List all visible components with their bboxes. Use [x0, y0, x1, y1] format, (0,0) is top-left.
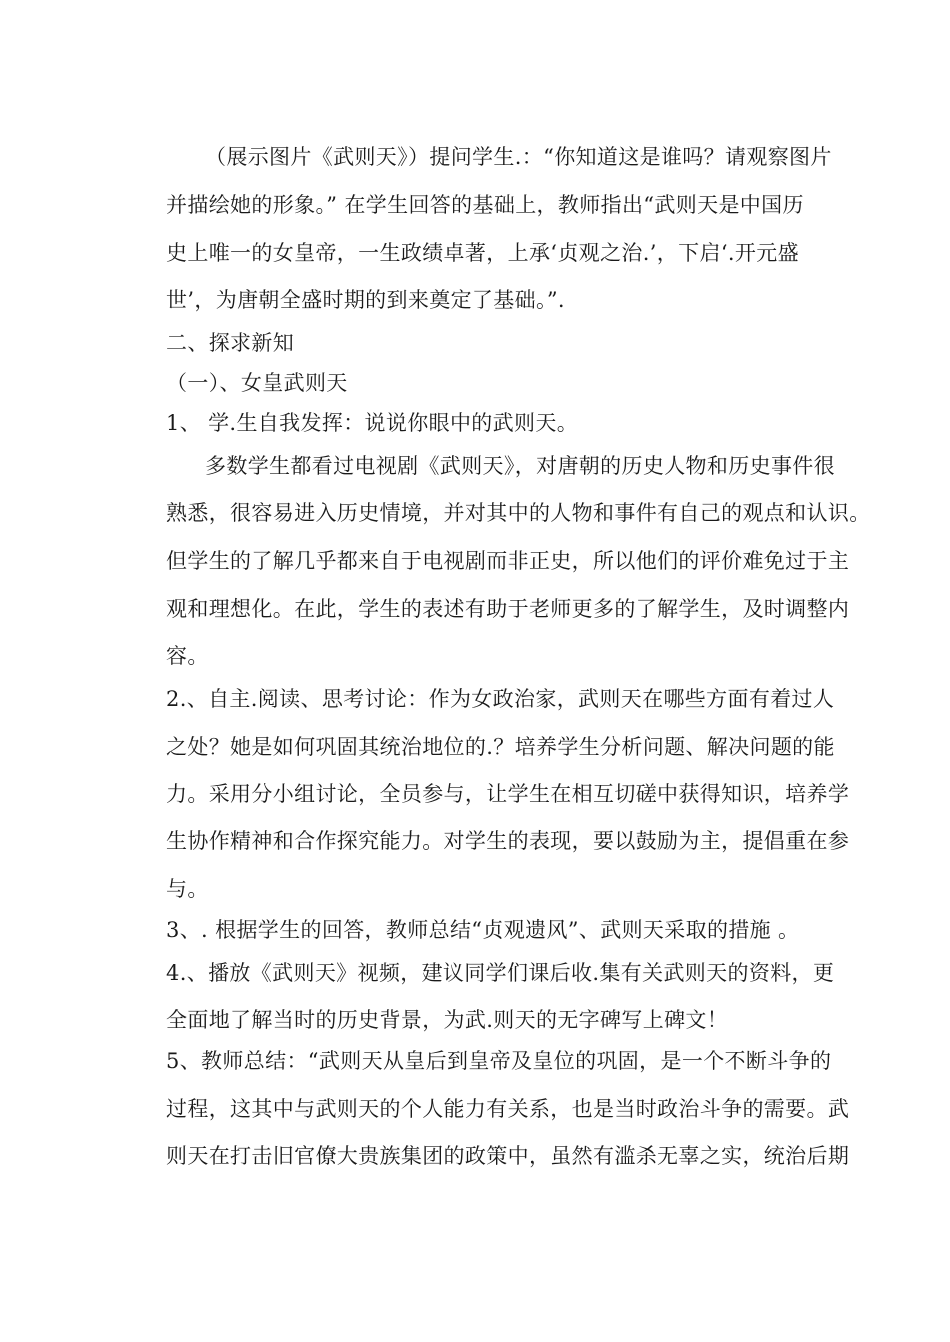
paragraph-intro-line-4: 世’，为唐朝全盛时期的到来奠定了基础。”.: [166, 288, 565, 312]
item-2-line-4: 生协作精神和合作探究能力。对学生的表现，要以鼓励为主，提倡重在参: [166, 829, 850, 853]
paragraph-students-line-1: 多数学生都看过电视剧《武则天》，对唐朝的历史人物和历史事件很: [205, 454, 835, 478]
item-3: 3、. 根据学生的回答，教师总结“贞观遗风”、武则天采取的措施 。: [166, 918, 800, 942]
item-2-line-3: 力。采用分小组讨论，全员参与，让学生在相互切磋中获得知识，培养学: [166, 782, 850, 806]
paragraph-students-line-3: 但学生的了解几乎都来自于电视剧而非正史，所以他们的评价难免过于主: [166, 549, 850, 573]
item-5-line-2: 过程，这其中与武则天的个人能力有关系，也是当时政治斗争的需要。武: [166, 1097, 850, 1121]
section-heading: 二、探求新知: [166, 331, 295, 355]
item-2-line-1: 2.、自主.阅读、思考讨论：作为女政治家，武则天在哪些方面有着过人: [166, 687, 835, 711]
item-2-line-2: 之处？她是如何巩固其统治地位的.？培养学生分析问题、解决问题的能: [166, 735, 835, 759]
item-5-line-3: 则天在打击旧官僚大贵族集团的政策中，虽然有滥杀无辜之实，统治后期: [166, 1144, 850, 1168]
paragraph-students-line-4: 观和理想化。在此，学生的表述有助于老师更多的了解学生，及时调整内: [166, 597, 850, 621]
paragraph-intro-line-2: 并描绘她的形象。” 在学生回答的基础上，教师指出“武则天是中国历: [166, 193, 804, 217]
paragraph-students-line-2: 熟悉，很容易进入历史情境，并对其中的人物和事件有自己的观点和认识。: [166, 501, 871, 525]
paragraph-intro-line-1: （展示图片《武则天》）提问学生.：“你知道这是谁吗？请观察图片: [205, 145, 832, 169]
item-1: 1、 学.生自我发挥：说说你眼中的武则天。: [166, 411, 579, 435]
item-4-line-1: 4.、播放《武则天》视频，建议同学们课后收.集有关武则天的资料，更: [166, 961, 835, 985]
paragraph-intro-line-3: 史上唯一的女皇帝，一生政绩卓著，上承‘贞观之治.’，下启‘.开元盛: [166, 241, 799, 265]
paragraph-students-line-5: 容。: [166, 644, 209, 668]
item-5-line-1: 5、教师总结：“武则天从皇后到皇帝及皇位的巩固，是一个不断斗争的: [166, 1049, 832, 1073]
item-2-line-5: 与。: [166, 877, 209, 901]
subsection-heading: （一）、女皇武则天: [166, 371, 348, 395]
item-4-line-2: 全面地了解当时的历史背景，为武.则天的无字碑写上碑文！: [166, 1008, 729, 1032]
